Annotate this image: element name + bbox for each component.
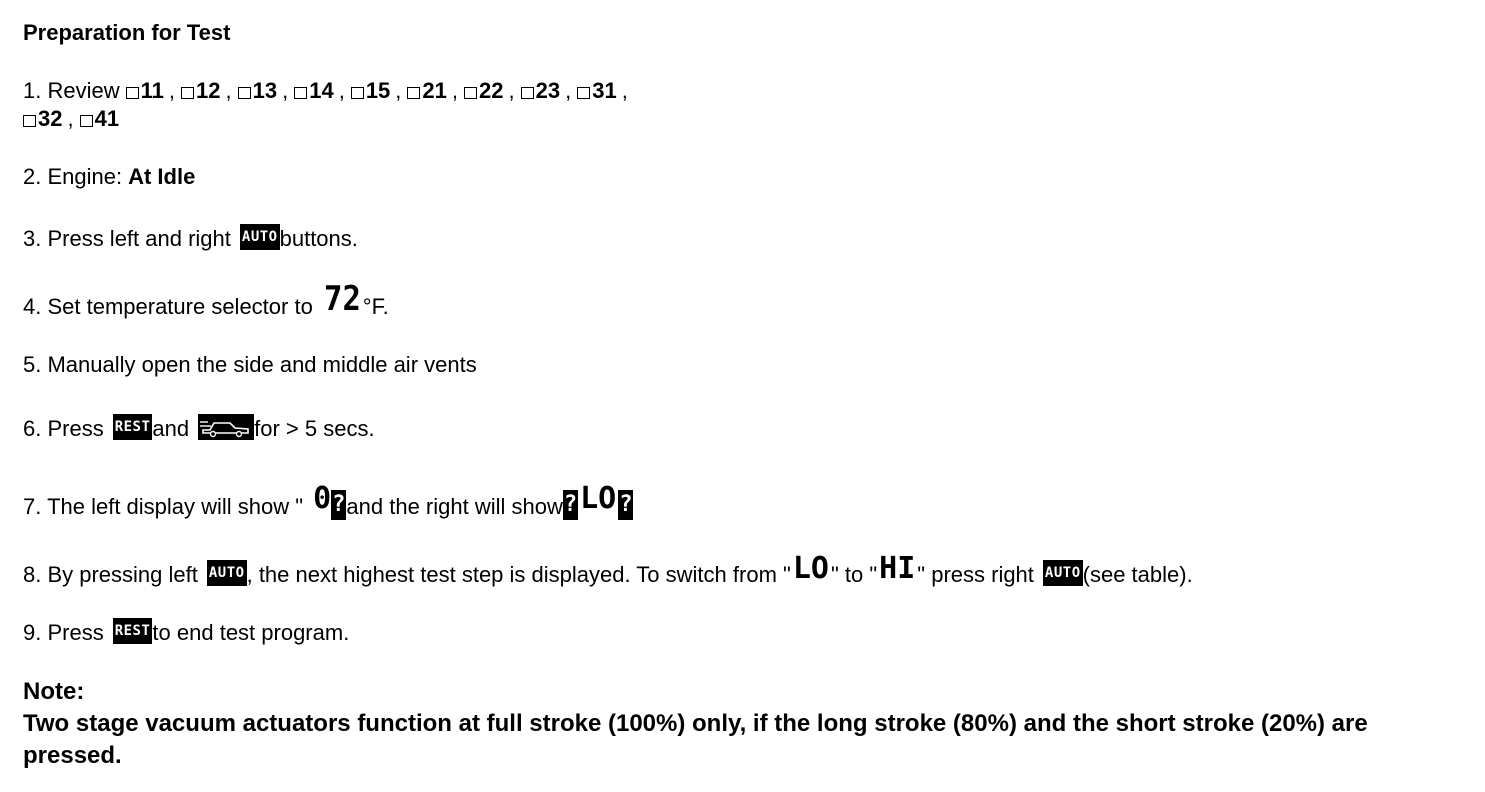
checkbox-icon [23,115,36,127]
checkbox-icon [126,87,139,99]
ref-23[interactable]: 23 [521,78,560,104]
car-icon [198,414,254,440]
auto-button-right: AUTO [1043,560,1083,586]
step-9 [23,618,349,646]
checkbox-icon [464,87,477,99]
page-title: Preparation for Test [23,20,231,45]
lo-display: LO [792,551,829,586]
step-8-mid-3: " press right [917,562,1034,587]
step-7-mid: and the right will show [346,494,563,519]
step-3 [23,224,358,252]
engine-state: At Idle [128,164,196,189]
step-4-prefix: 4. Set temperature selector to [23,294,313,319]
step-9-prefix: 9. Press [23,620,104,645]
checkbox-icon [521,87,534,99]
checkbox-icon [80,115,93,127]
step-6 [23,414,375,442]
step-4 [23,279,389,320]
ref-31[interactable]: 31 [577,78,616,104]
ref-15[interactable]: 15 [351,78,390,104]
checkbox-icon [351,87,364,99]
ref-14[interactable]: 14 [294,78,333,104]
step-6-mid: and [152,416,190,441]
rest-button: REST [113,618,153,644]
step-6-suffix: for > 5 secs. [254,416,375,441]
step-5: 5. Manually open the side and middle air vents [23,352,477,377]
step-2-prefix: 2. Engine: [23,164,123,189]
ref-12[interactable]: 12 [181,78,220,104]
left-display-value: 0 [313,481,332,516]
ref-32[interactable]: 32 [23,106,62,132]
step-4-suffix: °F. [362,294,389,319]
checkbox-icon [407,87,420,99]
step-1: 1. Review 11 , 12 , 13 , 14 , 15 , 21 , 22 , 23 , 31 , [23,78,628,103]
checkbox-icon [577,87,590,99]
right-display-marker-left: ? [563,490,578,520]
temperature-display: 72 [323,279,361,319]
note-heading: Note: [23,678,85,705]
step-1-continued: 32 , 41 [23,106,119,132]
ref-22[interactable]: 22 [464,78,503,104]
auto-button: AUTO [207,560,247,586]
step-8-prefix: 8. By pressing left [23,562,198,587]
checkbox-icon [294,87,307,99]
step-8 [23,551,1193,588]
right-display-value: LO [580,481,617,516]
step-7-prefix: 7. The left display will show " [23,494,304,519]
checkbox-icon [238,87,251,99]
ref-13[interactable]: 13 [238,78,277,104]
ref-21[interactable]: 21 [407,78,446,104]
step-8-mid-2: " to " [830,562,878,587]
step-2 [23,164,195,190]
auto-button: AUTO [240,224,280,250]
step-8-suffix: (see table). [1082,562,1193,587]
ref-11[interactable]: 11 [126,78,164,104]
note-body: Two stage vacuum actuators function at full stroke (100%) only, if the long stroke (80%) and the short stroke (20%) are pressed. [23,710,1368,769]
step-6-prefix: 6. Press [23,416,104,441]
step-9-suffix: to end test program. [152,620,350,645]
right-display-marker-right: ? [618,490,633,520]
ref-41[interactable]: 41 [80,106,119,132]
step-3-prefix: 3. Press left and right [23,226,231,251]
rest-button: REST [113,414,153,440]
checkbox-icon [181,87,194,99]
step-3-suffix: buttons. [279,226,358,251]
left-display-cursor: ? [331,490,346,520]
hi-display: HI [879,551,916,586]
step-7 [23,481,633,520]
step-8-mid-1: , the next highest test step is displayed. To switch from " [246,562,791,587]
step-1-prefix: 1. Review [23,78,120,103]
